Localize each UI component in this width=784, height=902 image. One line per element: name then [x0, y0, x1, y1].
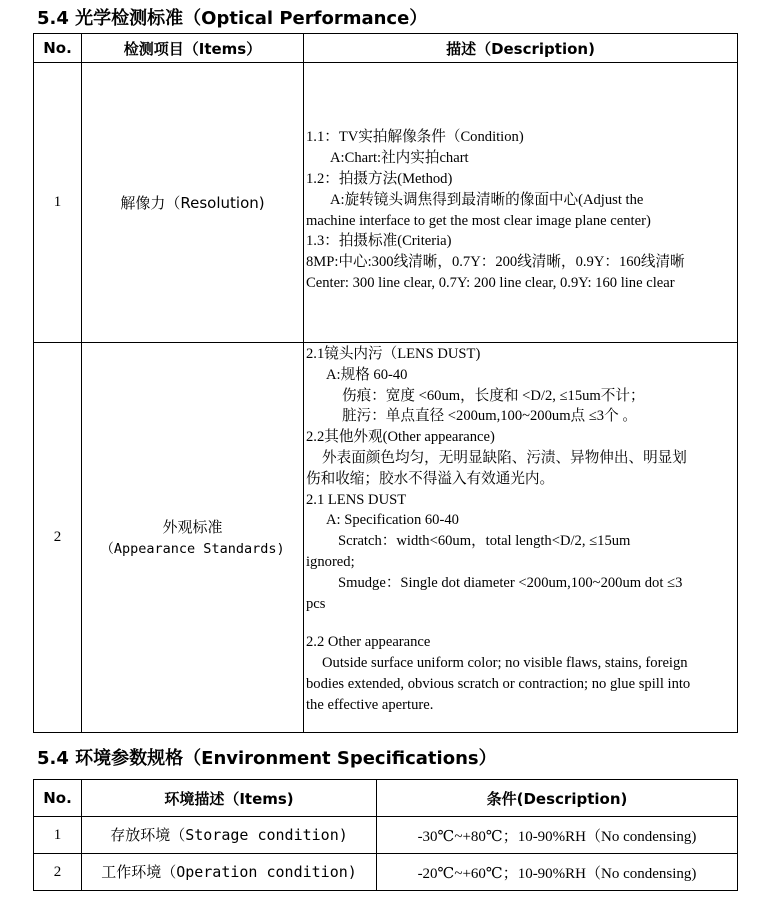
table-header-row — [34, 34, 738, 63]
env-item-operation: 工作环境（Operation condition) — [82, 854, 377, 891]
item-appearance-en: （Appearance Standards) — [100, 540, 285, 557]
table-header-row — [34, 780, 738, 817]
row-number: 2 — [34, 343, 82, 733]
table-row — [34, 817, 738, 854]
environment-section-heading: 5.4 环境参数规格（Environment Specifications） — [37, 748, 497, 769]
env-item-storage: 存放环境（Storage condition) — [82, 817, 377, 854]
env-desc-storage: -30℃~+80℃；10-90%RH（No condensing) — [377, 817, 738, 854]
optical-section-heading: 5.4 光学检测标准（Optical Performance） — [37, 8, 428, 29]
row-number: 2 — [34, 854, 82, 891]
row-number: 1 — [34, 817, 82, 854]
header-no: No. — [34, 780, 82, 817]
table-row — [34, 343, 738, 733]
table-row — [34, 63, 738, 343]
environment-table — [33, 779, 738, 891]
row-number: 1 — [34, 63, 82, 343]
item-resolution: 解像力（Resolution) — [82, 63, 304, 343]
optical-performance-table — [33, 33, 738, 733]
header-description: 描述（Description) — [304, 34, 738, 63]
header-items: 检测项目（Items） — [82, 34, 304, 63]
header-no: No. — [34, 34, 82, 63]
description-appearance: 2.1镜头内污（LENS DUST) A:规格 60-40 伤痕：宽度 <60um，长度和 <D/2, ≤15um不计； 脏污：单点直径 <200um,100~200um点 ≤3个 。 2.2其他外观(Other appearance) 外表面颜色均匀，无明显缺陷、污渍、异物伸出、明显划 伤和收缩；胶水不得溢入有效通光内。 2.1 LENS DUST A: Specification 60-40 Scratch：width<60um，total length<D/2, ≤15um ignored; Smudge：Single dot diameter <200um,100~200um dot ≤3 pcs 2.2 Other appearance Outside surface uniform color; no visible flaws, stains, foreign bodies extended, obvious scratch or contraction; no glue spill into the effective aperture. — [304, 343, 738, 733]
item-appearance — [82, 343, 304, 733]
env-desc-operation: -20℃~+60℃；10-90%RH（No condensing) — [377, 854, 738, 891]
item-appearance-cn: 外观标准 — [162, 517, 223, 536]
header-items: 环境描述（Items) — [82, 780, 377, 817]
header-description: 条件(Description) — [377, 780, 738, 817]
description-resolution: 1.1：TV实拍解像条件（Condition) A:Chart:社内实拍chart 1.2：拍摄方法(Method) A:旋转镜头调焦得到最清晰的像面中心(Adjust the machine interface to get the most clear image plane center) 1.3：拍摄标准(Criteria) 8MP:中心:300线清晰，0.7Y：200线清晰，0.9Y：160线清晰 Center: 300 line clear, 0.7Y: 200 line clear, 0.9Y: 160 line clear — [304, 63, 738, 343]
table-row — [34, 854, 738, 891]
